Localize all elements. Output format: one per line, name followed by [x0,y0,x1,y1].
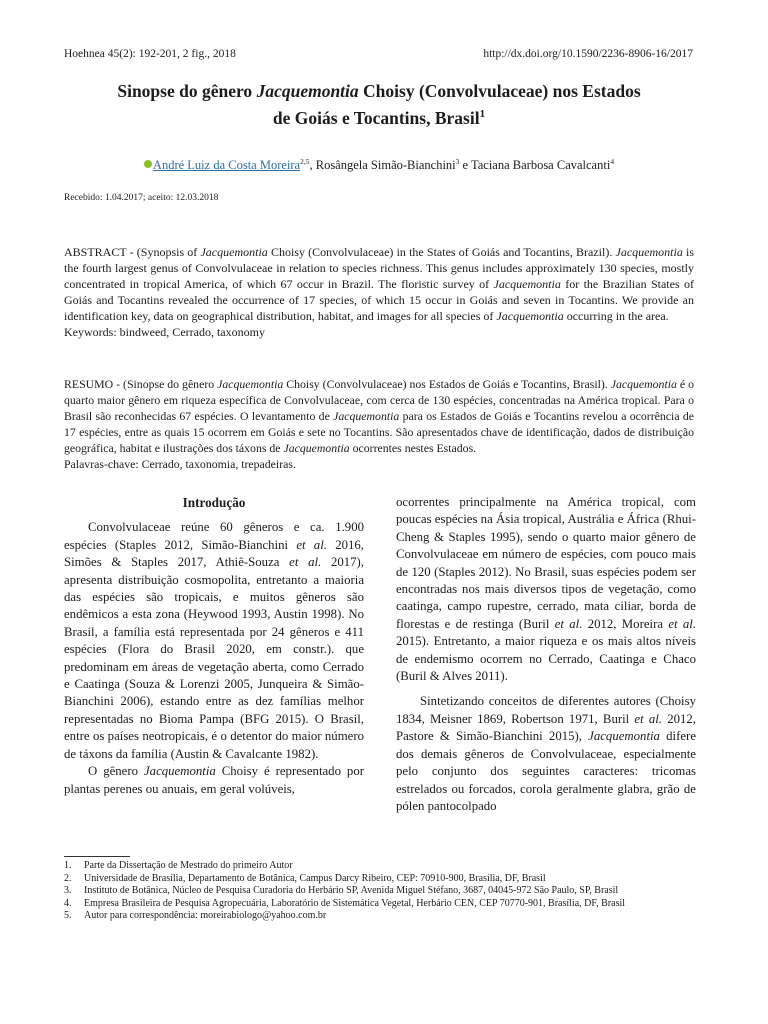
footnote-text: Instituto de Botânica, Núcleo de Pesquisa Curadoria do Herbário SP, Avenida Miguel Stéfano, 3687, 04045-972 São Paulo, SP, Brasil [84,885,619,897]
author-link[interactable]: André Luiz da Costa Moreira [152,158,301,173]
received-dates: Recebido: 1.04.2017; aceito: 12.03.2018 [64,193,219,203]
author-list [64,157,694,173]
footnote-item [64,885,694,898]
resumo-span: Choisy (Convolvulaceae) nos Estados de Goiás e Tocantins, Brasil). [283,377,611,391]
footnote-text: Parte da Dissertação de Mestrado do primeiro Autor [84,860,293,871]
title-text: de Goiás e Tocantins, Brasil [272,107,480,128]
body-italic: et al. [289,555,322,570]
body-span: difere dos demais gêneros de Convolvulaceae, especialmente pelo conjunto dos seguintes caracteres: tricomas estrelados ou forcados, corola geralmente glabra, grão de pólen pantocolpado [396,729,696,813]
orcid-icon[interactable] [144,160,152,168]
resumo-italic: Jacquemontia [283,440,350,455]
author-name: , Rosângela Simão-Bianchini [309,158,456,173]
abstract-keywords: Keywords: bindweed, Cerrado, taxonomy [64,324,265,339]
body-paragraph [64,763,364,798]
resumo [64,377,694,472]
footnote-item [64,860,694,873]
body-span: 2017), apresenta distribuição cosmopolita, entretanto a maioria das espécies são tropicais, e muitos gêneros são endêmicos a esta zona (Heywood 1993, Austin 1998). No Brasil, a família está representada por 24 gêneros e 411 espécies (Flora do Brasil 2020, em constr.). que predominam em áreas de vegetação aberta, como Cerrado e Caatinga (Souza & Lorenzi 2005, Junqueira & Simão-Bianchini 2006), estando entre as dez famílias melhor representadas no Bioma Pampa (BFG 2015). O Brasil, entre os países neotropicais, é o detentor do maior número de táxons da família (Austin & Cavalcante 1982). [64,555,365,761]
resumo-span: RESUMO - (Sinopse do gênero [64,377,218,391]
doi-link[interactable]: http://dx.doi.org/10.1590/2236-8906-16/2017 [483,48,693,60]
footnote-number: 1. [64,860,72,871]
author-name: e Taciana Barbosa Cavalcanti [459,158,611,173]
author-affiliation-mark: 2,5 [300,157,310,166]
body-italic: et al. [296,537,327,552]
footnote-item [64,873,694,886]
footnote-text: Empresa Brasileira de Pesquisa Agropecuária, Laboratório de Sistemática Vegetal, Herbário CEN, CEP 70770-901, Brasília, DF, Brasil [84,897,626,909]
abstract-span: Choisy (Convolvulaceae) in the States of Goiás and Tocantins, Brazil). [267,245,616,259]
resumo-italic: Jacquemontia [333,408,400,423]
abstract-italic: Jacquemontia [615,245,683,259]
resumo-span: ocorrentes nestes Estados. [349,440,477,455]
author-affiliation-mark: 4 [610,157,615,166]
body-column-left [64,494,364,798]
body-italic: et al. [668,616,697,631]
title-text: Sinopse do gênero [117,81,257,101]
body-italic: et al. [634,711,663,726]
body-paragraph [396,693,696,815]
footnote-number: 4. [64,897,72,909]
abstract-italic: Jacquemontia [200,245,268,259]
body-paragraph [64,519,364,763]
abstract-text [64,245,694,325]
footnote-divider [64,856,130,857]
body-paragraph [396,494,696,685]
resumo-keywords: Palavras-chave: Cerrado, taxonomia, trepadeiras. [64,456,296,471]
title-footnote-mark[interactable]: 1 [479,108,486,120]
body-span: 2012, Pastore & Simão-Bianchini 2015), [396,711,697,744]
resumo-span: para os Estados de Goiás e Tocantins revelou a ocorrência de 17 espécies, entre as quais 15 ocorrem em Goiás e sete no Tocantins. São apresentados chave de identificação, dados de distribuição geográfica, habitat e ilustrações dos táxons de [64,408,694,455]
body-italic: Jacquemontia [588,729,660,744]
abstract-span: is the fourth largest genus of Convolvulaceae in relation to species richness. This genus includes approximately 130 species, mostly concentrated in tropical America, of which 67 occur in Brazil. The floristic survey of [64,245,694,291]
body-span: Choisy é representado por plantas perenes ou anuais, em geral volúveis, [64,764,364,796]
resumo-text [64,377,694,457]
section-heading: Introdução [182,495,246,510]
body-span: 2015). Entretanto, a maior riqueza e os mais altos níveis de endemismo ocorrem no Cerrado, Caatinga e Chaco (Buril & Alves 2011). [396,634,696,684]
resumo-span: é o quarto maior gênero em riqueza específica de Convolvulaceae, com cerca de 130 espécies, concentradas na América tropical. Para o Brasil são reconhecidas 67 espécies. O levantamento de [64,377,694,423]
body-span: Convolvulaceae reúne 60 gêneros e ca. 1.900 espécies (Staples 2012, Simão-Bianchini [64,520,364,552]
abstract-span: ABSTRACT - (Synopsis of [64,245,201,259]
footnote-text: Universidade de Brasília, Departamento de Botânica, Campus Darcy Ribeiro, CEP: 70910-900, Brasília, DF, Brasil [84,872,546,884]
footnote-item [64,898,694,911]
title-genus: Jacquemontia [256,81,359,101]
footnote-item [64,910,694,923]
abstract-italic: Jacquemontia [496,308,564,323]
author-affiliation-mark: 3 [455,157,460,166]
footnote-number: 5. [64,910,72,922]
body-column-right [396,494,696,815]
footnote-number: 3. [64,885,72,897]
body-span: 2012, Moreira [582,616,669,631]
body-italic: Jacquemontia [143,764,216,779]
body-italic: et al. [554,616,583,631]
resumo-italic: Jacquemontia [217,377,284,391]
body-span: ocorrentes principalmente na América tropical, com poucas espécies na Ásia tropical, Austrália e África (Rhui-Cheng & Staples 1995), sendo o quarto maior gênero de Convolvulaceae em número de espécies, com pouco mais de 120 (Staples 2012). No Brasil, suas espécies podem ser encontradas nos mais diversos tipos de vegetação, como caatinga, campo rupestre, cerrado, mata ciliar, borda de florestas e de restinga (Buril [396,495,696,631]
body-span: O gênero [88,764,144,779]
journal-citation: Hoehnea 45(2): 192-201, 2 fig., 2018 [64,48,236,60]
footnote-number: 2. [64,872,72,884]
footnote-text: Autor para correspondência: moreirabiologo@yahoo.com.br [84,910,327,922]
footnotes [64,860,694,923]
body-span: Sintetizando conceitos de diferentes autores (Choisy 1834, Meisner 1869, Robertson 1971, Buril [396,694,696,726]
abstract [64,245,694,340]
article-title [64,80,694,130]
abstract-span: occurring in the area. [563,308,669,323]
abstract-italic: Jacquemontia [493,276,561,291]
body-span: 2016, Simões & Staples 2017, Athiê-Souza [64,537,364,570]
title-text: Choisy (Convolvulaceae) nos Estados [358,81,641,101]
abstract-span: for the Brazilian States of Goiás and Tocantins revealed the occurrence of 17 species, of which 15 occur in Goiás and seven in Tocantins. We provide an identification key, data on geographical distribution, habitat, and images for all species of [64,276,694,323]
resumo-italic: Jacquemontia [610,377,677,391]
